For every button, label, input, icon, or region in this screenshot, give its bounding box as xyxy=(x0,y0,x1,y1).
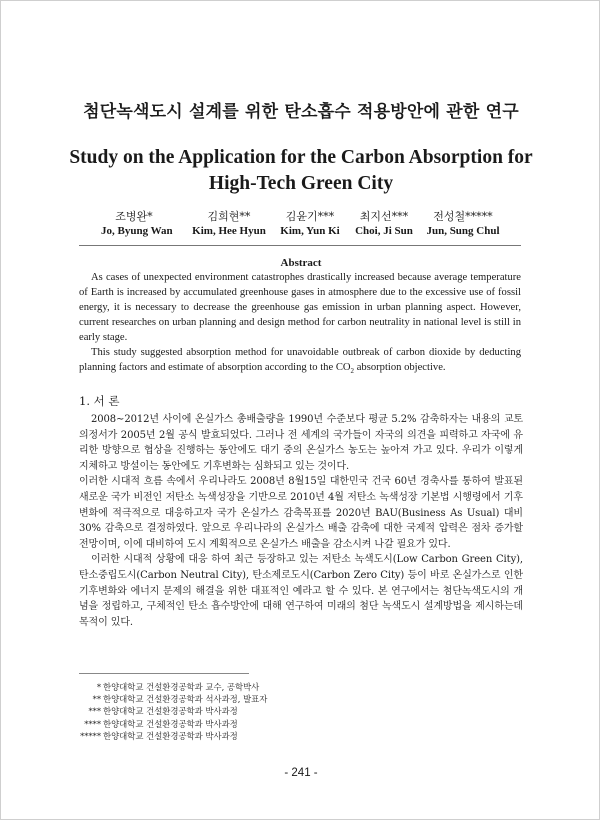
footnote: **** 한양대학교 건설환경공학과 박사과정 xyxy=(84,718,238,729)
introduction-body xyxy=(79,412,523,630)
footnote: * 한양대학교 건설환경공학과 교수, 공학박사 xyxy=(96,682,260,692)
intro-paragraph-3: 이러한 시대적 상황에 대응 하여 최근 등장하고 있는 저탄소 녹색도시(Low Carbon Green City), 탄소중립도시(Carbon Neutral City), 탄소제로도시(Carbon Zero City) 등이 바로 온실가스로 인한 기후변화와 에너지 문제의 해결을 위한 대표적인 예라고 할 수 있다. 본 연구에서는 첨단녹색도시의 개념을 정립하고, 구체적인 탄소 흡수방안에 대해 연구하여 미래의 첨단 녹색도시 설계방법을 제시하는데 목적이 있다. xyxy=(79,554,523,628)
english-title-line-2: High-Tech Green City xyxy=(208,173,394,194)
abstract-paragraph-2: This study suggested absorption method for unavoidable outbreak of carbon dioxide by deducting planning factors and estimate of absorption according to the $CO_2$ absorption objective. xyxy=(79,347,521,376)
title-divider xyxy=(79,245,521,246)
english-title-line-1: Study on the Application for the Carbon Absorption for xyxy=(69,147,533,168)
intro-paragraph-2: 이러한 시대적 흐름 속에서 우리나라도 2008년 8월15일 대한민국 건국 60년 경축사를 통하여 발표된 새로운 국가 비전인 저탄소 녹색성장을 기반으로 2010년 4월 저탄소 녹색성장 기본법 시행령에서 기후변화에 적극적으로 대응하고자 국가 온실가스 감축목표를 2020년 BAU(Business As Usual) 대비 30% 감축으로 결정하였다. 앞으로 우리나라의 온실가스 배출 감축에 대한 국제적 압력은 점차 증가할 전망이며, 이에 대비하여 도시 계획적으로 온실가스 배출을 감소시켜 나갈 필요가 있다. xyxy=(79,476,523,550)
author-affiliation-footnotes xyxy=(79,681,267,742)
abstract-paragraph-1: As cases of unexpected environment catastrophes drastically increased because average temperature of Earth is increased by accumulated greenhouse gases in atmosphere due to the excessive use of fossil energy, it is necessary to decrease the greenhouse gas emission in urban planning aspect. However, current researches on urban planning and design method for carbon neutrality in national level is still in early stage. xyxy=(79,272,521,343)
author-name-ko: 전성철***** xyxy=(433,210,493,223)
author-4 xyxy=(353,208,415,237)
section-heading-introduction: 1. 서 론 xyxy=(79,394,120,408)
abstract-body xyxy=(79,270,521,379)
author-name-en: Kim, Yun Ki xyxy=(280,225,340,237)
author-name-ko: 김윤기*** xyxy=(285,210,335,223)
author-name-en: Kim, Hee Hyun xyxy=(192,225,266,237)
page-number: - 241 - xyxy=(284,767,318,779)
footnote-divider xyxy=(79,673,249,674)
author-name-ko: 조병완* xyxy=(115,210,153,223)
author-name-ko: 최지선*** xyxy=(359,210,409,223)
abstract-heading: Abstract xyxy=(280,257,322,269)
author-3 xyxy=(277,208,343,237)
footnote: ** 한양대학교 건설환경공학과 석사과정, 발표자 xyxy=(92,694,268,705)
author-name-en: Jun, Sung Chul xyxy=(426,225,500,237)
author-2 xyxy=(189,208,269,237)
english-title xyxy=(61,145,541,197)
intro-paragraph-1: 2008∼2012년 사이에 온실가스 총배출량을 1990년 수준보다 평균 5.2% 감축하자는 내용의 교토의정서가 2005년 2월 공식 발효되었다. 그러나 전 세계의 국가들이 자국의 의견을 피력하고 자국에 유리한 방향으로 협상을 진행하는 동안에도 대기 중의 온실가스 농도는 높아져 가고 있다. 우리가 이렇게 지체하고 방설이는 동안에도 기후변화는 심화되고 있는 것이다. xyxy=(79,414,523,472)
author-1 xyxy=(101,208,173,237)
author-5 xyxy=(425,208,501,237)
author-name-ko: 김희현** xyxy=(207,210,251,223)
author-name-en: Choi, Ji Sun xyxy=(355,225,413,237)
korean-title: 첨단녹색도시 설계를 위한 탄소흡수 적용방안에 관한 연구 xyxy=(83,102,519,122)
footnote: *** 한양대학교 건설환경공학과 박사과정 xyxy=(88,706,238,717)
footnote: ***** 한양대학교 건설환경공학과 박사과정 xyxy=(80,730,238,741)
author-name-en: Jo, Byung Wan xyxy=(101,225,173,237)
